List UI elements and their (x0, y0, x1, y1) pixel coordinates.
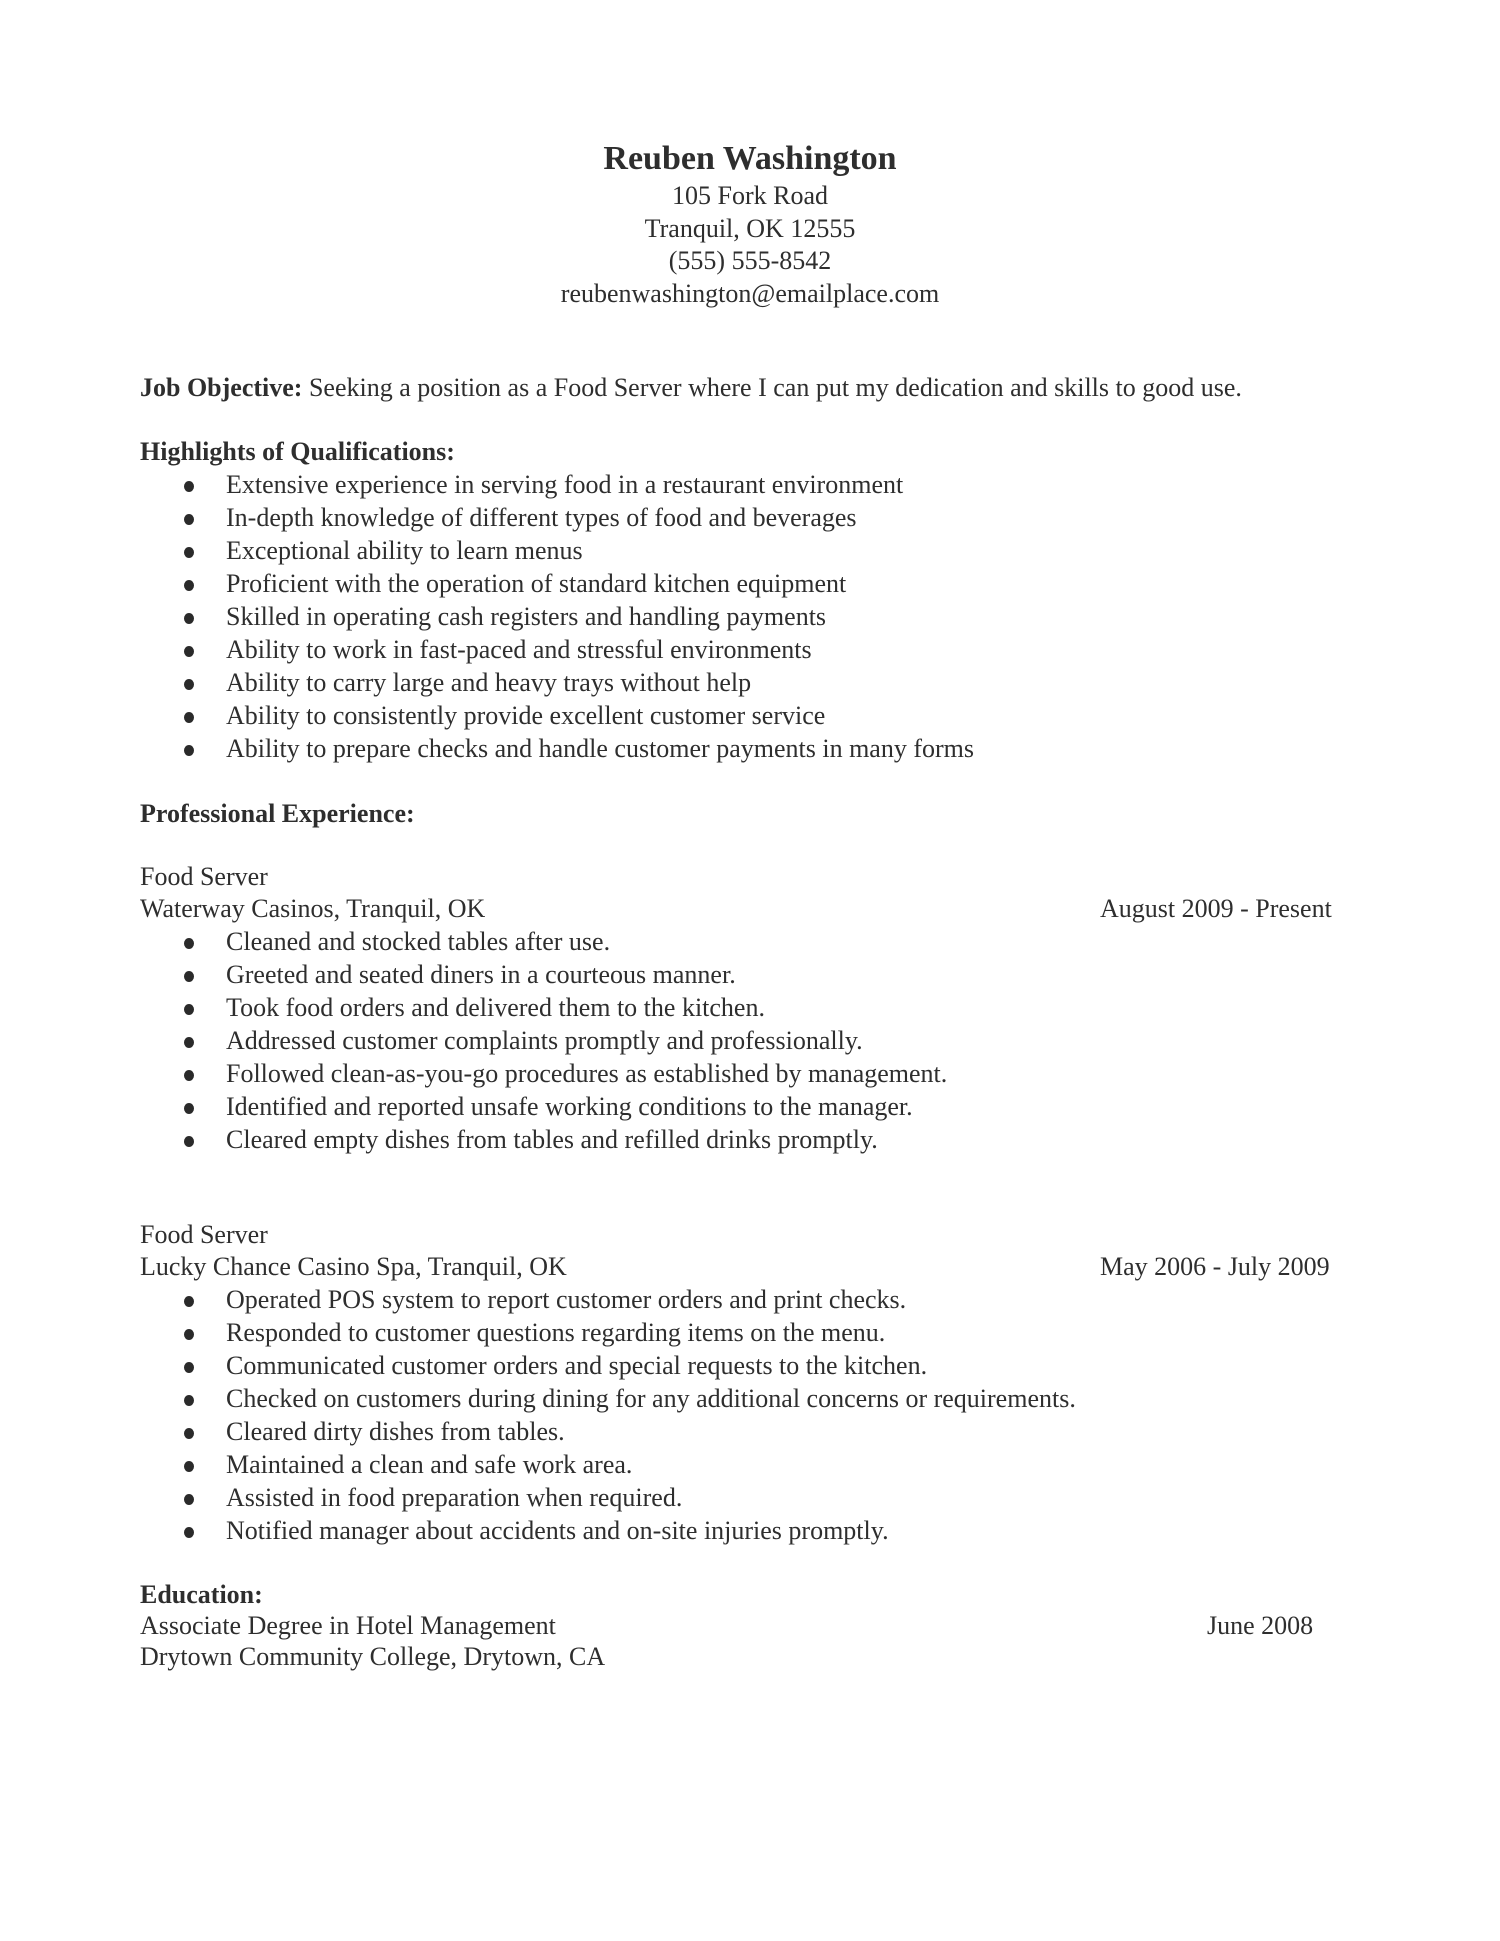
bullet-icon (184, 646, 194, 657)
bullet-icon (184, 1103, 194, 1114)
city-state-zip: Tranquil, OK 12555 (644, 214, 856, 243)
education-date: June 2008 (1207, 1611, 1314, 1640)
list-item: Notified manager about accidents and on-site injuries promptly. (0, 1518, 1500, 1548)
bullet-icon (184, 712, 194, 723)
job-objective (140, 375, 1242, 401)
bullet-icon (184, 938, 194, 949)
bullet-icon (184, 1494, 194, 1505)
job-title: Food Server (140, 1220, 268, 1249)
bullet-icon (184, 547, 194, 558)
address-line: 105 Fork Road (672, 181, 828, 210)
list-item: Maintained a clean and safe work area. (0, 1452, 1500, 1482)
bullet-icon (184, 580, 194, 591)
job-dates: May 2006 - July 2009 (1100, 1252, 1330, 1281)
bullet-icon (184, 1428, 194, 1439)
list-item: Ability to carry large and heavy trays without help (0, 670, 1500, 700)
job-title: Food Server (140, 862, 268, 891)
bullet-icon (184, 1296, 194, 1307)
list-item: Took food orders and delivered them to the kitchen. (0, 995, 1500, 1025)
education-school: Drytown Community College, Drytown, CA (140, 1642, 606, 1671)
list-item: Responded to customer questions regarding items on the menu. (0, 1320, 1500, 1350)
bullet-icon (184, 1004, 194, 1015)
list-item: Cleaned and stocked tables after use. (0, 929, 1500, 959)
bullet-icon (184, 1395, 194, 1406)
list-item: In-depth knowledge of different types of food and beverages (0, 505, 1500, 535)
list-item: Proficient with the operation of standard kitchen equipment (0, 571, 1500, 601)
bullet-icon (184, 481, 194, 492)
list-item: Cleared empty dishes from tables and refilled drinks promptly. (0, 1127, 1500, 1157)
job-employer: Waterway Casinos, Tranquil, OK (140, 894, 486, 923)
list-item: Ability to prepare checks and handle customer payments in many forms (0, 736, 1500, 766)
list-item: Exceptional ability to learn menus (0, 538, 1500, 568)
list-item: Skilled in operating cash registers and handling payments (0, 604, 1500, 634)
bullet-icon (184, 1362, 194, 1373)
job-employer: Lucky Chance Casino Spa, Tranquil, OK (140, 1252, 567, 1281)
job-objective-label: Job Objective: (140, 373, 303, 402)
bullet-icon (184, 745, 194, 756)
list-item: Identified and reported unsafe working conditions to the manager. (0, 1094, 1500, 1124)
list-item: Cleared dirty dishes from tables. (0, 1419, 1500, 1449)
job-objective-text: Seeking a position as a Food Server where I can put my dedication and skills to good use. (302, 373, 1242, 402)
job-dates: August 2009 - Present (1100, 894, 1332, 923)
experience-heading: Professional Experience: (140, 799, 415, 828)
bullet-icon (184, 679, 194, 690)
bullet-icon (184, 1461, 194, 1472)
candidate-name: Reuben Washington (603, 140, 897, 177)
list-item: Followed clean-as-you-go procedures as established by management. (0, 1061, 1500, 1091)
email-address: reubenwashington@emailplace.com (560, 279, 940, 308)
list-item: Communicated customer orders and special requests to the kitchen. (0, 1353, 1500, 1383)
bullet-icon (184, 1329, 194, 1340)
list-item: Extensive experience in serving food in a restaurant environment (0, 472, 1500, 502)
bullet-icon (184, 971, 194, 982)
bullet-icon (184, 1527, 194, 1538)
list-item: Assisted in food preparation when required. (0, 1485, 1500, 1515)
bullet-icon (184, 514, 194, 525)
list-item: Ability to work in fast-paced and stressful environments (0, 637, 1500, 667)
bullet-icon (184, 613, 194, 624)
education-degree: Associate Degree in Hotel Management (140, 1611, 556, 1640)
bullet-icon (184, 1136, 194, 1147)
list-item: Greeted and seated diners in a courteous manner. (0, 962, 1500, 992)
education-heading: Education: (140, 1580, 263, 1609)
list-item: Addressed customer complaints promptly and professionally. (0, 1028, 1500, 1058)
highlights-heading: Highlights of Qualifications: (140, 437, 455, 466)
bullet-icon (184, 1037, 194, 1048)
phone-number: (555) 555-8542 (668, 246, 832, 275)
bullet-icon (184, 1070, 194, 1081)
list-item: Ability to consistently provide excellent customer service (0, 703, 1500, 733)
list-item: Checked on customers during dining for any additional concerns or requirements. (0, 1386, 1500, 1416)
list-item: Operated POS system to report customer orders and print checks. (0, 1287, 1500, 1317)
